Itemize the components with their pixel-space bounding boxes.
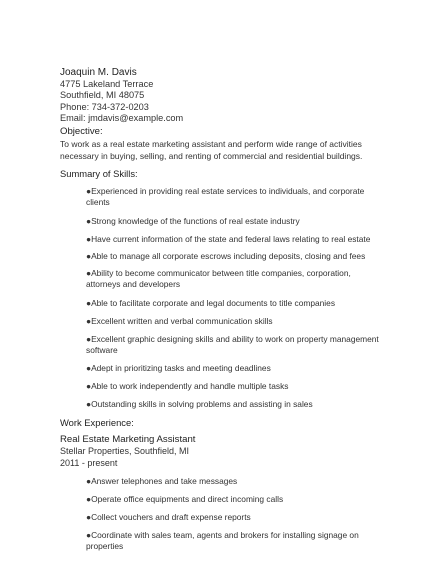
bullet-icon: ● [86, 268, 92, 278]
bullet-icon: ● [86, 334, 92, 344]
skill-item [86, 363, 386, 374]
duty-item [86, 494, 386, 505]
job-dates: 2011 - present [60, 458, 118, 468]
job-title: Real Estate Marketing Assistant [60, 434, 196, 445]
bullet-icon: ● [86, 530, 92, 540]
experience-heading: Work Experience: [60, 417, 134, 428]
duty-item [86, 512, 386, 523]
duty-item [86, 476, 386, 487]
skill-text: Excellent graphic designing skills and ability to work on property management software [86, 334, 379, 356]
skill-item [86, 234, 386, 245]
skill-item [86, 334, 386, 356]
skill-text: Outstanding skills in solving problems and assisting in sales [91, 399, 313, 409]
objective-heading: Objective: [60, 126, 103, 137]
skill-text: Adept in prioritizing tasks and meeting deadlines [91, 363, 271, 373]
skill-item [86, 298, 386, 309]
duty-item [86, 530, 386, 552]
bullet-icon: ● [86, 186, 92, 196]
street-address: 4775 Lakeland Terrace [60, 78, 154, 89]
bullet-icon: ● [86, 316, 92, 326]
bullet-icon: ● [86, 251, 92, 261]
skill-item [86, 399, 386, 410]
bullet-icon: ● [86, 216, 92, 226]
objective-text: To work as a real estate marketing assistant and perform wide range of activities necessary in buying, selling, and renting of commercial and residential buildings. [60, 139, 363, 161]
bullet-icon: ● [86, 512, 92, 522]
skill-text: Experienced in providing real estate services to individuals, and corporate clients [86, 186, 365, 208]
bullet-icon: ● [86, 363, 92, 373]
contact-block [60, 67, 400, 125]
skill-item [86, 216, 386, 227]
skill-text: Able to facilitate corporate and legal documents to title companies [91, 298, 336, 308]
duty-text: Coordinate with sales team, agents and brokers for installing signage on properties [86, 530, 359, 552]
duty-text: Answer telephones and take messages [91, 476, 238, 486]
skill-item [86, 251, 386, 262]
bullet-icon: ● [86, 234, 92, 244]
skill-text: Ability to become communicator between title companies, corporation, attorneys and developers [86, 268, 351, 290]
bullet-icon: ● [86, 381, 92, 391]
email-address: Email: jmdavis@example.com [60, 113, 184, 124]
skill-item [86, 268, 386, 290]
skill-text: Strong knowledge of the functions of real estate industry [91, 216, 300, 226]
bullet-icon: ● [86, 399, 92, 409]
skill-text: Excellent written and verbal communication skills [91, 316, 273, 326]
phone-number: Phone: 734-372-0203 [60, 101, 149, 112]
applicant-name: Joaquin M. Davis [60, 67, 137, 78]
skill-item [86, 381, 386, 392]
skills-heading: Summary of Skills: [60, 168, 138, 179]
duty-text: Operate office equipments and direct incoming calls [91, 494, 284, 504]
skill-text: Have current information of the state and federal laws relating to real estate [91, 234, 371, 244]
skill-text: Able to manage all corporate escrows including deposits, closing and fees [91, 251, 366, 261]
bullet-icon: ● [86, 298, 92, 308]
skill-text: Able to work independently and handle multiple tasks [91, 381, 289, 391]
job-company: Stellar Properties, Southfield, MI [60, 446, 190, 456]
skill-item [86, 316, 386, 327]
skill-item [86, 186, 386, 208]
bullet-icon: ● [86, 494, 92, 504]
bullet-icon: ● [86, 476, 92, 486]
city-address: Southfield, MI 48075 [60, 90, 145, 101]
duty-text: Collect vouchers and draft expense reports [91, 512, 251, 522]
